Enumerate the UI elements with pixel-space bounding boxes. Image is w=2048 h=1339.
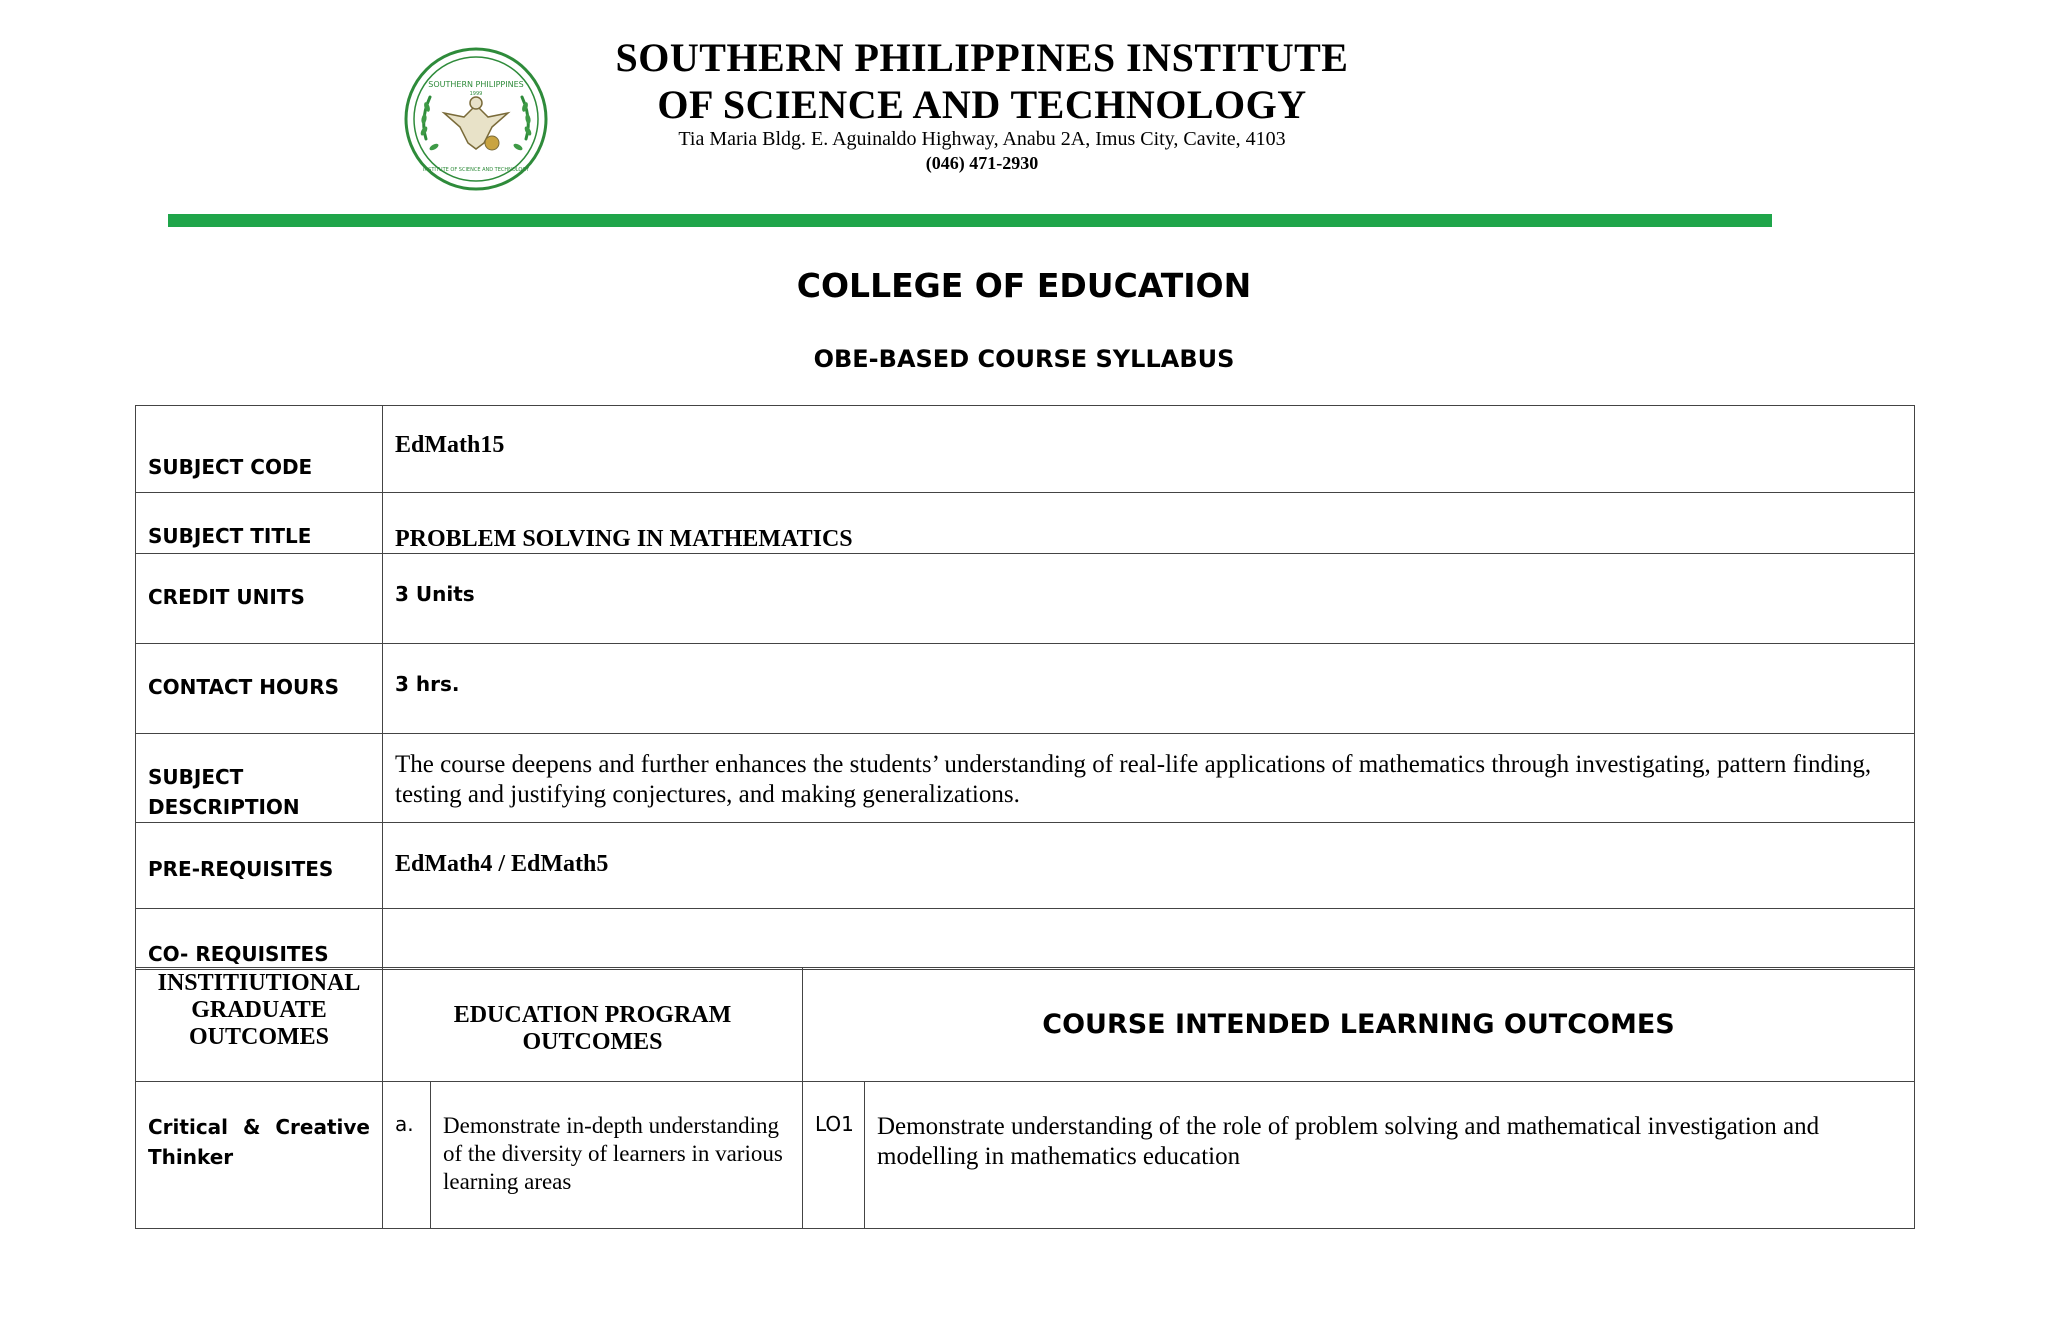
prerequisites-value: EdMath4 / EdMath5 bbox=[383, 823, 1915, 909]
subject-description-label-line1: SUBJECT bbox=[148, 765, 244, 789]
credit-units-value: 3 Units bbox=[383, 554, 1915, 644]
institution-name-line2: OF SCIENCE AND TECHNOLOGY bbox=[657, 82, 1307, 127]
institution-phone: (046) 471-2930 bbox=[925, 153, 1039, 173]
table-row bbox=[136, 554, 1915, 644]
table-row bbox=[136, 1082, 1915, 1229]
table-row bbox=[136, 823, 1915, 909]
table-row bbox=[136, 493, 1915, 554]
igo-text-line2: Thinker bbox=[148, 1145, 234, 1169]
institution-address: Tia Maria Bldg. E. Aguinaldo Highway, Anabu 2A, Imus City, Cavite, 4103 bbox=[678, 128, 1286, 150]
igo-text-line1: Critical & Creative bbox=[148, 1115, 370, 1139]
po-marker: a. bbox=[383, 1082, 431, 1229]
contact-hours-value: 3 hrs. bbox=[383, 644, 1915, 734]
lo-text: Demonstrate understanding of the role of problem solving and mathematical investigation and modelling in mathematics education bbox=[865, 1082, 1915, 1229]
lo-code: LO1 bbox=[803, 1082, 865, 1229]
seal-text-bottom: INSTITUTE OF SCIENCE AND TECHNOLOGY bbox=[422, 167, 530, 173]
contact-hours-label: CONTACT HOURS bbox=[136, 644, 383, 734]
po-text: Demonstrate in-depth understanding of the diversity of learners in various learning areas bbox=[431, 1082, 803, 1229]
outcomes-header-row bbox=[136, 968, 1915, 1082]
course-info-table bbox=[135, 405, 1915, 970]
table-row bbox=[136, 734, 1915, 823]
institution-name bbox=[560, 34, 1404, 128]
table-row bbox=[136, 909, 1915, 970]
seal-text-top: SOUTHERN PHILIPPINES bbox=[428, 80, 524, 89]
document-title: OBE-BASED COURSE SYLLABUS bbox=[813, 345, 1235, 373]
seal-year: 1999 bbox=[469, 91, 483, 97]
cilo-header: COURSE INTENDED LEARNING OUTCOMES bbox=[803, 968, 1915, 1082]
corequisites-label: CO- REQUISITES bbox=[136, 909, 383, 970]
prerequisites-label: PRE-REQUISITES bbox=[136, 823, 383, 909]
header-divider bbox=[168, 214, 1772, 227]
epo-header: EDUCATION PROGRAM OUTCOMES bbox=[383, 968, 803, 1082]
subject-code-label: SUBJECT CODE bbox=[136, 406, 383, 493]
subject-code-value: EdMath15 bbox=[383, 406, 1915, 493]
institution-name-line1: SOUTHERN PHILIPPINES INSTITUTE bbox=[615, 35, 1349, 80]
subject-title-label: SUBJECT TITLE bbox=[136, 493, 383, 554]
subject-title-value: PROBLEM SOLVING IN MATHEMATICS bbox=[383, 493, 1915, 554]
subject-description-label-line2: DESCRIPTION bbox=[148, 795, 300, 819]
igo-header: INSTITIUTIONAL GRADUATE OUTCOMES bbox=[136, 968, 383, 1082]
institution-seal bbox=[404, 47, 548, 191]
outcomes-table bbox=[135, 967, 1915, 1229]
college-title: COLLEGE OF EDUCATION bbox=[796, 266, 1252, 305]
igo-cell bbox=[136, 1082, 383, 1229]
table-row bbox=[136, 406, 1915, 493]
credit-units-label: CREDIT UNITS bbox=[136, 554, 383, 644]
subject-description-value: The course deepens and further enhances the students’ understanding of real-life applications of mathematics through investigating, pattern finding, testing and justifying conjectures, and making generalizations. bbox=[383, 734, 1915, 823]
subject-description-label bbox=[136, 734, 383, 823]
corequisites-value bbox=[383, 909, 1915, 970]
table-row bbox=[136, 644, 1915, 734]
